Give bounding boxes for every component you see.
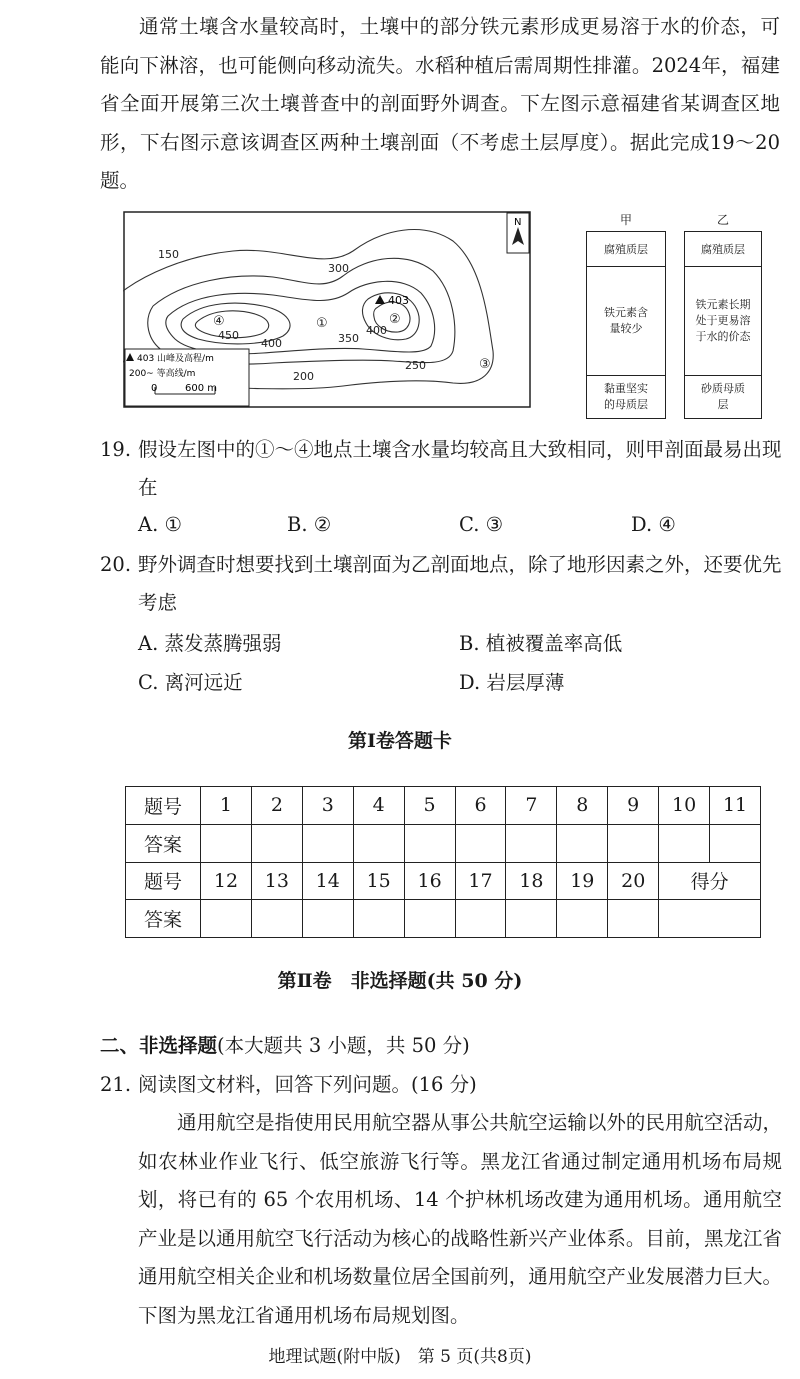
svg-text:403: 403 [388,294,409,307]
q19-option-d[interactable]: D. ④ [631,513,676,536]
svg-text:450: 450 [218,329,239,342]
svg-text:200~ 等高线/m: 200~ 等高线/m [129,369,196,379]
point-2: ② [389,312,401,327]
topographic-map [123,211,531,408]
north-arrow [507,213,529,253]
score-label: 得分 [659,862,761,900]
svg-text:0: 0 [151,383,158,394]
question-19: 19. 假设左图中的①～④地点土壤含水量均较高且大致相同，则甲剖面最易出现在 [100,438,782,499]
svg-text:600 m: 600 m [185,383,218,394]
q19-option-a[interactable]: A. ① [138,513,182,536]
profile-yi: 乙 腐殖质层 铁元素长期处于更易溶于水的价态 砂质母质层 [684,211,762,419]
score-field[interactable] [659,900,761,938]
q20-option-b[interactable]: B. 植被覆盖率高低 [459,632,623,655]
question-21: 21. 阅读图文材料，回答下列问题。(16 分) [100,1073,477,1096]
svg-text:400: 400 [366,324,387,337]
svg-text:150: 150 [158,248,179,261]
answer-card-table [125,786,761,938]
q19-option-c[interactable]: C. ③ [459,513,504,536]
q19-option-b[interactable]: B. ② [287,513,332,536]
part2-title: 第Ⅱ卷 非选择题(共 50 分) [277,970,523,992]
profile-jia: 甲 腐殖质层 铁元素含量较少 黏重坚实的母质层 [586,211,666,419]
answer-card-title: 第Ⅰ卷答题卡 [348,730,452,752]
page-footer: 地理试题(附中版) 第 5 页(共8页) [268,1347,532,1367]
point-3: ③ [479,357,491,372]
north-label: N [514,217,522,228]
question-20: 20. 野外调查时想要找到土壤剖面为乙剖面地点，除了地形因素之外，还要优先考虑 [100,553,782,614]
table-row: 答案 [126,900,761,938]
q20-option-d[interactable]: D. 岩层厚薄 [459,671,565,694]
svg-text:200: 200 [293,370,314,383]
q20-option-a[interactable]: A. 蒸发蒸腾强弱 [138,632,282,655]
table-row: 题号 1 2 3 4 5 6 7 8 9 10 11 [126,787,761,825]
svg-text:400: 400 [261,337,282,350]
svg-text:403 山峰及高程/m: 403 山峰及高程/m [137,354,214,364]
svg-text:300: 300 [328,262,349,275]
table-row: 答案 [126,824,761,862]
intro-paragraph: 通常土壤含水量较高时，土壤中的部分铁元素形成更易溶于水的价态，可能向下淋溶，也可能侧向移动流失。水稻种植后需周期性排灌。2024年，福建省全面开展第三次土壤普查中的剖面野外调查。下左图示意福建省某调查区地形，下右图示意该调查区两种土壤剖面（不考虑土层厚度）。据此完成19～20题。 [100,15,780,192]
point-1: ① [316,316,328,331]
svg-text:350: 350 [338,332,359,345]
map-legend [125,349,249,406]
table-row: 题号 12 13 14 15 16 17 18 19 20 得分 [126,862,761,900]
svg-text:250: 250 [405,359,426,372]
q20-option-c[interactable]: C. 离河远近 [138,671,243,694]
point-4: ④ [213,314,225,329]
q21-material: 通用航空是指使用民用航空器从事公共航空运输以外的民用航空活动，如农林业作业飞行、低空旅游飞行等。黑龙江省通过制定通用机场布局规划，将已有的 65 个农用机场、14 个护林机场改建为通用机场。通用航空产业是以通用航空飞行活动为核心的战略性新兴产业体系。目前，黑龙江省通用航空相关企业和机场数量位居全国前列，通用航空产业发展潜力巨大。下图为黑龙江省通用机场布局规划图。 [138,1111,782,1327]
section2-heading: 二、非选择题(本大题共 3 小题，共 50 分) [100,1034,470,1057]
